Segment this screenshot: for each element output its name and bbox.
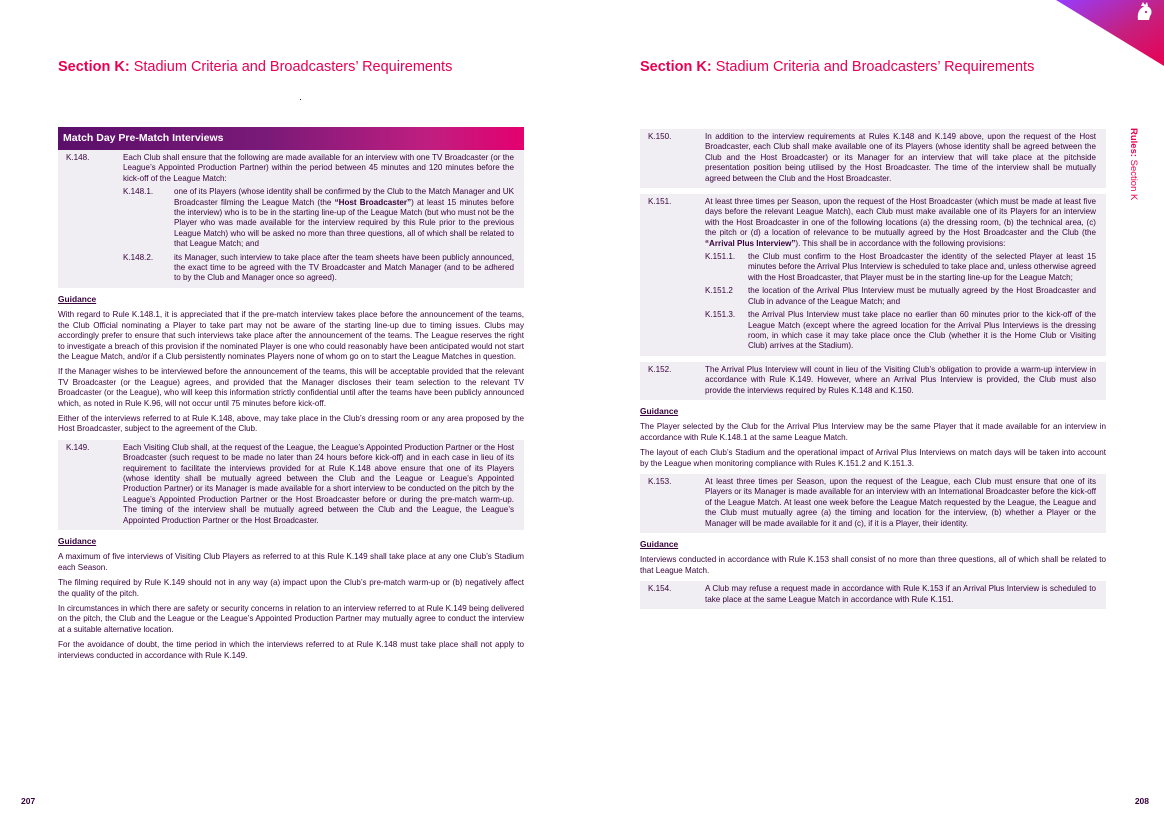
right-content (640, 129, 1106, 615)
rule-text: Each Club shall ensure that the following are made available for an interview with one TV Broadcaster (or the League’s Appointed Production Partner) within the period between 45 minutes and 120 minutes before the kick-off of the League Match: K.148.1. one of its Players (whose identity shall be confirmed by the Club to the Match Manager and UK Broadcaster filming the League Match (the “Host Broadcaster”) at least 15 minutes before the interview) who is to be in the starting line-up of the League Match (but who must not be the Player who was made available for the interview required by this Rule prior to the previous League Match) who will be asked no more than three questions, all of which shall be related to that League Match; and K.148.2. its Manager, such interview to take place after the team sheets have been publicly announced, the exact time to be agreed with the TV Broadcaster and Match Manager (and to be adhered to by the Club and Manager once so agreed). (123, 153, 514, 283)
section-title: Section K: Stadium Criteria and Broadcasters’ Requirements (58, 59, 453, 75)
guidance-paragraph: In circumstances in which there are safety or security concerns in relation to an interview referred to at Rule K.149 being delivered on the pitch, the Club and the League or the League’s Appointed Production Partner may mutually agree to conduct the interview at a suitable alternative location. (58, 604, 524, 634)
guidance-paragraph: If the Manager wishes to be interviewed before the announcement of the teams, this will be acceptable provided that the relevant TV Broadcaster (or the League) agrees, and provided that the Manager discloses their team selection to the relevant TV Broadcaster (or the League), who will keep this information strictly confidential until after the teams have been publicly announced which, as noted in Rule K.96, will not occur until 75 minutes before kick-off. (58, 367, 524, 408)
rule-k148 (66, 153, 514, 284)
guidance-paragraph: A maximum of five interviews of Visiting Club Players as referred to at this Rule K.149 shall take place at any one Club’s Stadium each Season. (58, 552, 524, 572)
section-title: Section K: Stadium Criteria and Broadcasters’ Requirements (640, 59, 1035, 75)
guidance-paragraph: Interviews conducted in accordance with Rule K.153 shall consist of no more than three questions, all of which shall be related to that League Match. (640, 555, 1106, 575)
rule-box-k148 (58, 150, 524, 288)
rule-text: At least three times per Season, upon the request of the Host Broadcaster (which must be made at least five days before the relevant League Match), each Club must make available one of its Players for an interview with the Host Broadcaster in one of the following locations (a) the dressing room, (b) the technical area, (c) the pitch or (d) a location of relevance to be mutually agreed by the Host Broadcaster and the Club (the “Arrival Plus Interview”). This shall be in accordance with the following provisions: K.151.1. the Club must confirm to the Host Broadcaster the identity of the selected Player at least 15 minutes before the Arrival Plus Interview is scheduled to take place and, unless otherwise agreed with the Host Broadcaster, that Player must be in the starting line-up for the League Match; K.151.2 the location of the Arrival Plus Interview must be mutually agreed by the Host Broadcaster and Club in advance of the League Match; and K.151.3. the Arrival Plus Interview must take place no earlier than 60 minutes prior to the kick-off of the League Match (except where the agreed location for the Arrival Plus Interviews is the dressing room, in which case it may take place once the Club (whether it is the Home Club or Visiting Club) arrives at the Stadium). (705, 197, 1096, 351)
rule-number: K.151. (648, 197, 672, 207)
sub-rule-k151-3: K.151.3. the Arrival Plus Interview must take place no earlier than 60 minutes prior to the kick-off of the League Match (except where the agreed location for the Arrival Plus Interviews is the dressing room, in which case it may take place once the Club (whether it is the Home Club or Visiting Club) arrives at the Stadium). (705, 310, 1096, 351)
rule-number: K.152. (648, 364, 672, 374)
sub-rule-k148-1: K.148.1. one of its Players (whose identity shall be confirmed by the Club to the Match Manager and UK Broadcaster filming the League Match (the “Host Broadcaster”) at least 15 minutes before the interview) who is to be in the starting line-up of the League Match (but who must not be the Player who was made available for the interview required by this Rule prior to the previous League Match) who will be asked no more than three questions, all of which shall be related to that League Match; and (123, 187, 514, 249)
guidance-heading: Guidance (640, 405, 679, 416)
guidance-paragraph: The layout of each Club’s Stadium and the operational impact of Arrival Plus Interviews on match days will be taken into account by the League when monitoring compliance with Rules K.151.2 and K.151.3. (640, 448, 1106, 468)
rule-number: K.153. (648, 476, 672, 486)
guidance-heading: Guidance (640, 539, 679, 549)
rule-box-k154 (640, 581, 1106, 609)
guidance-heading: Guidance (58, 293, 97, 304)
sub-rule-k148-2: K.148.2. its Manager, such interview to take place after the team sheets have been publicly announced, the exact time to be agreed with the TV Broadcaster and Match Manager (and to be adhered to by the Club and Manager once so agreed). (123, 252, 514, 283)
rule-number: K.150. (648, 132, 672, 141)
sub-rule-k151-2: K.151.2 the location of the Arrival Plus Interview must be mutually agreed by the Host Broadcaster and Club in advance of the League Match; and (705, 286, 1096, 306)
guidance-paragraph: With regard to Rule K.148.1, it is appreciated that if the pre-match interview takes place before the announcement of the teams, the Club Official nominating a Player to take part may not be aware of the starting line-up due to timing issues. Clubs may accordingly prefer to ensure that such interviews take place after the announcement of the teams. The League reserves the right to investigate a breach of this provision if the nominated Player is one who could reasonably have been anticipated would not start the League Match, and/or if a Club persistently nominates Players none of whom go on to start the League Matches in question. (58, 310, 524, 361)
guidance-paragraph: Either of the interviews referred to at Rule K.148, above, may take place in the Club’s dressing room or any area proposed by the Host Broadcaster, subject to the agreement of the Club. (58, 413, 524, 434)
rule-text: In addition to the interview requirements at Rules K.148 and K.149 above, upon the request of the Host Broadcaster, each Club shall make available one of its Players (whose identity shall be agreed between the Club and the Host Broadcaster) or its Manager for an interview that will take place at the pitchside presentation position being utilised by the Host Broadcaster. The time of the interview shall be mutually agreed between the Club and the Host Broadcaster. (705, 132, 1096, 183)
rule-box-k150 (640, 129, 1106, 188)
guidance-heading: Guidance (58, 536, 97, 546)
corner-banner (1044, 0, 1164, 66)
stray-dot (300, 99, 301, 100)
rule-box-k152 (640, 362, 1106, 400)
right-page (582, 0, 1164, 825)
rule-box-k149 (58, 440, 524, 530)
rule-text: At least three times per Season, upon the request of the League, each Club must ensure that one of its Players or its Manager is made available for an interview with an International Broadcaster before the kick-off of the League Match. At least one week before the League Match requested by the League, the League and the Club must mutually agree (a) the timing and location for the interview, (b) whether a Player or the Manager will be made available for it and (c), if it is a Player, their identity. (705, 476, 1096, 528)
rule-text: Each Visiting Club shall, at the request of the League, the League’s Appointed Production Partner or the Host Broadcaster (such request to be made no later than 24 hours before kick-off) and in each case in lieu of its requirement to facilitate the interviews provided for at Rule K.148 above ensure that one of its Players (whose identity shall be mutually agreed between the Club and the League or League’s Appointed Production Partner) or its Manager is made available for a short interview to be conducted on the pitch by the League’s Appointed Production Partner or the Host Broadcaster before or during the pre-match warm-up. The timing of the interview shall be mutually agreed between the Club and the League, the League’s Appointed Production Partner or the Host Broadcaster. (123, 442, 514, 525)
guidance-paragraph: For the avoidance of doubt, the time period in which the interviews referred to at Rule K.148 must take place shall not apply to interviews conducted in accordance with Rule K.149. (58, 640, 524, 660)
sub-rule-k151-1: K.151.1. the Club must confirm to the Host Broadcaster the identity of the selected Player at least 15 minutes before the Arrival Plus Interview is scheduled to take place and, unless otherwise agreed with the Host Broadcaster, that Player must be in the starting line-up for the League Match; (705, 252, 1096, 282)
rule-box-k153 (640, 474, 1106, 533)
side-section-label: Rules: Section K (1128, 128, 1139, 201)
rule-box-k151 (640, 194, 1106, 356)
rule-k152 (648, 365, 1096, 396)
rule-k150 (648, 132, 1096, 184)
rule-k149 (66, 443, 514, 526)
rule-k151 (648, 197, 1096, 352)
section-banner: Match Day Pre-Match Interviews (58, 127, 524, 150)
page-number: 208 (1134, 796, 1149, 806)
guidance-paragraph: The Player selected by the Club for the Arrival Plus Interview may be the same Player that it made available for an interview in accordance with Rule K.148.1 at the same League Match. (640, 422, 1106, 442)
rule-text: A Club may refuse a request made in accordance with Rule K.153 if an Arrival Plus Interview is scheduled to take place at the same League Match in accordance with Rule K.151. (705, 584, 1096, 604)
guidance-paragraph: The filming required by Rule K.149 should not in any way (a) impact upon the Club’s pre-match warm-up or (b) negatively affect the quality of the pitch. (58, 578, 524, 598)
page-number: 207 (21, 796, 36, 806)
left-content (58, 127, 524, 666)
rule-k154 (648, 584, 1096, 605)
rule-number: K.154. (648, 584, 672, 594)
rule-number: K.149. (66, 442, 90, 452)
rule-number: K.148. (66, 153, 90, 162)
rule-text: The Arrival Plus Interview will count in lieu of the Visiting Club’s obligation to provide a warm-up interview in accordance with Rule K.149. However, where an Arrival Plus Interview is provided, the Club must also provide the interviews required by Rules K.148 and K.150. (705, 364, 1096, 395)
rule-k153 (648, 477, 1096, 529)
